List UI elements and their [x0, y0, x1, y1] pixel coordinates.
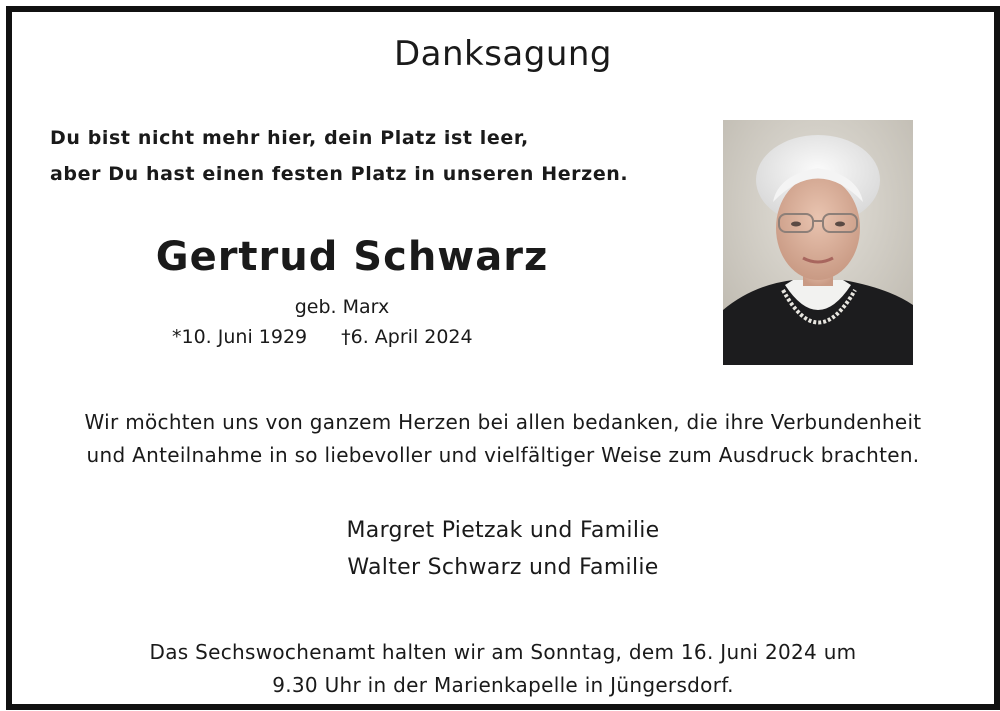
thanks-message	[12, 406, 994, 472]
family-line-1: Margret Pietzak und Familie	[346, 518, 660, 543]
obituary-notice	[6, 6, 1000, 710]
memorial-verse	[50, 120, 628, 192]
service-line-2: 9.30 Uhr in der Marienkapelle in Jüngersdorf.	[272, 673, 734, 697]
portrait-image	[723, 120, 913, 365]
family-line-2: Walter Schwarz und Familie	[347, 555, 659, 580]
notice-title: Danksagung	[393, 34, 613, 74]
death-date: †6. April 2024	[341, 326, 473, 348]
birth-date: *10. Juni 1929	[172, 326, 308, 348]
thanks-line-2: und Anteilnahme in so liebevoller und vielfältiger Weise zum Ausdruck brachten.	[86, 443, 920, 467]
life-dates	[172, 326, 473, 348]
portrait-photo	[723, 120, 913, 365]
service-announcement	[12, 636, 994, 702]
service-line-1: Das Sechswochenamt halten wir am Sonntag, dem 16. Juni 2024 um	[149, 640, 857, 664]
verse-line-2: aber Du hast einen festen Platz in unseren Herzen.	[50, 163, 629, 185]
family-signature	[12, 512, 994, 586]
birth-name: geb. Marx	[294, 296, 390, 318]
thanks-line-1: Wir möchten uns von ganzem Herzen bei allen bedanken, die ihre Verbundenheit	[84, 410, 922, 434]
deceased-name: Gertrud Schwarz	[155, 234, 549, 280]
verse-line-1: Du bist nicht mehr hier, dein Platz ist leer,	[50, 127, 529, 149]
